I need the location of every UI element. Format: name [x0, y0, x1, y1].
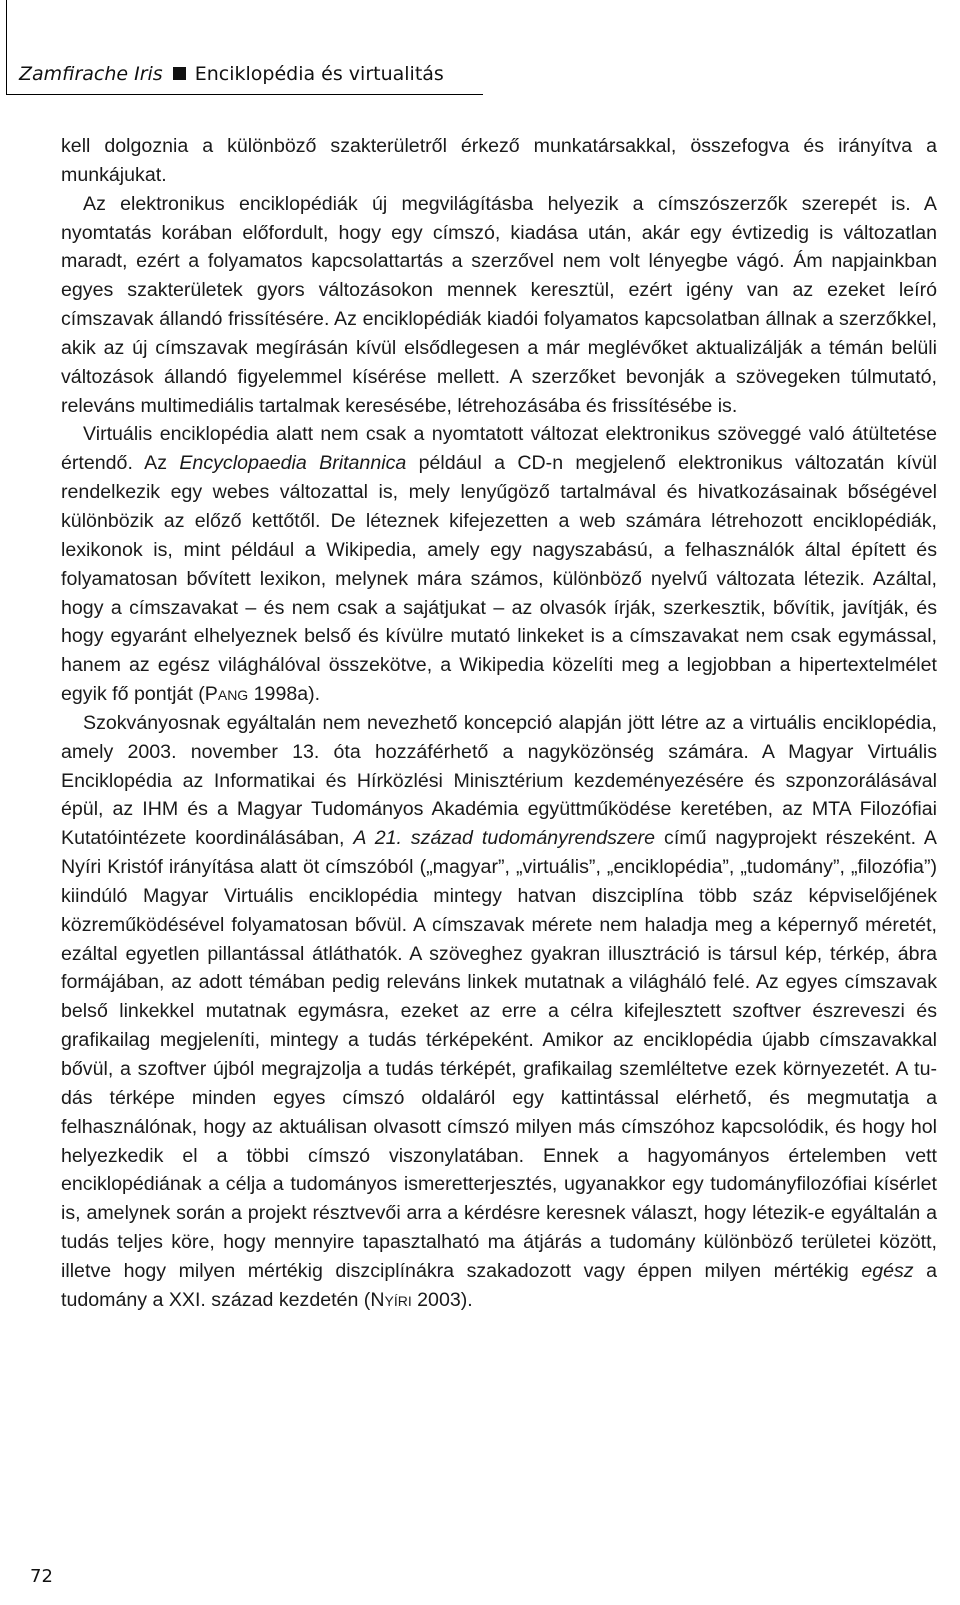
- paragraph-4-italic-egesz: egész: [861, 1259, 914, 1282]
- paragraph-4-italic-project: A 21. század tudományrendszere: [353, 827, 656, 850]
- paragraph-3-italic-title: Encyclopaedia Britannica: [179, 452, 407, 475]
- page-number: 72: [30, 1566, 53, 1587]
- running-header: [6, 0, 483, 95]
- paragraph-1: kell dolgoznia a különböző szakterületről érkező munkatársakkal, összefogva és irányítva a munkájukat.: [61, 135, 937, 186]
- running-header-text: [19, 63, 444, 85]
- header-title: Enciklopédia és virtualitás: [194, 63, 444, 85]
- paragraph-3-citation-year: 1998a).: [248, 683, 321, 706]
- paragraph-2: Az elektronikus enciklopédiák új megvilágításba helyezik a címszószerzők szerepét is. A nyomtatás korában előfordult, hogy egy címszó, kiadása után, akár egy évtizedig is változatlan maradt, ezért a folyamatos kapcsolattartás a szerzővel nem volt lényegbe vágó. Ám napjainkban egyes szakterületek gyors változásokon mennek keresztül, ezért igény van az ezeket leíró címszavak állandó frissítésére. Az enciklopédiák kiadói folyamatos kapcsolatban állnak a szerzőkkel, akik az új címszavak megírásán kívül elsődlegesen a már meglévőket aktualizálják a témán belüli változások állandó figyelemmel kísérése mellett. A szerzőket bevonják a szövegeken túlmutató, releváns multimediális tartalmak keresésébe, létrehozásába és frissítésébe is.: [61, 192, 937, 417]
- paragraph-4-text-b: című nagyprojekt részeként. A Nyíri Kristóf irányítása alatt öt címszóból („magyar”, „virtuális”, „enciklopédia”, „tudomány”, „filozófia”) kiindúló Magyar Virtuális enciklopédia mintegy hatvan diszciplína több száz képviselőjének közreműködésével folyamatosan bővül. A címszavak mérete nem haladja meg a képernyő méretét, ezáltal egyetlen pillantással átláthatók. A szöveghez gyakran illusztráció is társul kép, térkép, ábra formájában, az adott témában pedig releváns linkek mutatnak a világháló felé. Az egyes címszavak belső linkekkel mutatnak egymásra, ezeket az erre a célra kifejlesztett szoftver észreveszi és grafikailag megjeleníti, mintegy a tudás térképeként. Amikor az enciklopédia újabb címszavakkal bővül, a szoftver újból megrajzolja a tudás térképét, grafikailag szemléltetve ezek környezetét. A tudás térképe minden egyes címszó oldaláról egy kattintással elérhető, és megmutatja a felhasználónak, hogy az aktuálisan olvasott címszó milyen más címszóhoz kapcsolódik, és hogy hol helyezkedik el a többi címszó viszonylatában. Ennek a hagyományos értelemben vett enciklopédiának a célja a tudományos ismeretterjesztés, ugyanakkor egy tudományfilozófiai kísérlet is, amelynek során a projekt résztvevői arra a kérdésre keresnek választ, hogy létezik-e egyáltalán a tudás teljes köre, hogy mennyire tapasztalható ma átjárás a tudomány különböző területei között, illetve hogy milyen mértékig diszciplínákra szakadozott vagy éppen milyen mértékig: [61, 827, 937, 1282]
- citation-author-nyiri: Nyíri: [370, 1288, 412, 1311]
- paragraph-4-text-c: a tudomány a XXI. század kezdetén (: [61, 1259, 937, 1311]
- paragraph-4-citation-year: 2003).: [411, 1288, 473, 1311]
- paragraph-4: [61, 709, 937, 1315]
- paragraph-3-text-a: Virtuális enciklopédia alatt nem csak a nyomtatott változat elektronikus szöveggé való átültetése értendő. Az: [61, 423, 937, 475]
- body-text: [61, 132, 937, 1315]
- square-bullet-icon: [173, 67, 186, 80]
- header-author: Zamfirache Iris: [19, 63, 163, 85]
- paragraph-3: [61, 420, 937, 708]
- paragraph-3-text-b: például a CD-n megjelenő elektronikus változatán kívül rendelkezik egy webes változattal is, mely lenyűgöző tartalmával és hivatkozásainak bőségével különbözik az előző kettőtől. De léteznek kifejezetten a web számára létrehozott enciklopédiák, lexikonok is, mint például a Wikipedia, amely egy nagyszabású, a felhasználók által épített és folyamatosan bővített lexikon, melynek mára számos, különböző nyelvű változata létezik. Azáltal, hogy a címszavakat – és nem csak a sajátjukat – az olvasók írják, szerkesztik, bővítik, javítják, és hogy egyaránt elhelyeznek belső és kívülre mutató linkeket is a címszavakat nem csak egymással, hanem az egész világhálóval összekötve, a Wikipedia közelíti meg a legjobban a hipertextelmélet egyik fő pontját (: [61, 452, 937, 706]
- paragraph-4-text-a: Szokványosnak egyáltalán nem nevezhető koncepció alapján jött létre az a virtuális enciklopédia, amely 2003. november 13. óta hozzáférhető a nagyközönség számára. A Magyar Virtuális Enciklopédia az Informatikai és Hírközlési Minisztérium kezdeményezésére és szponzorálásával épül, az IHM és a Magyar Tudományos Akadémia együttműködése keretében, az MTA Filozófiai Kutatóintézete koordinálásában,: [61, 711, 937, 850]
- citation-author-pang: Pang: [204, 683, 249, 706]
